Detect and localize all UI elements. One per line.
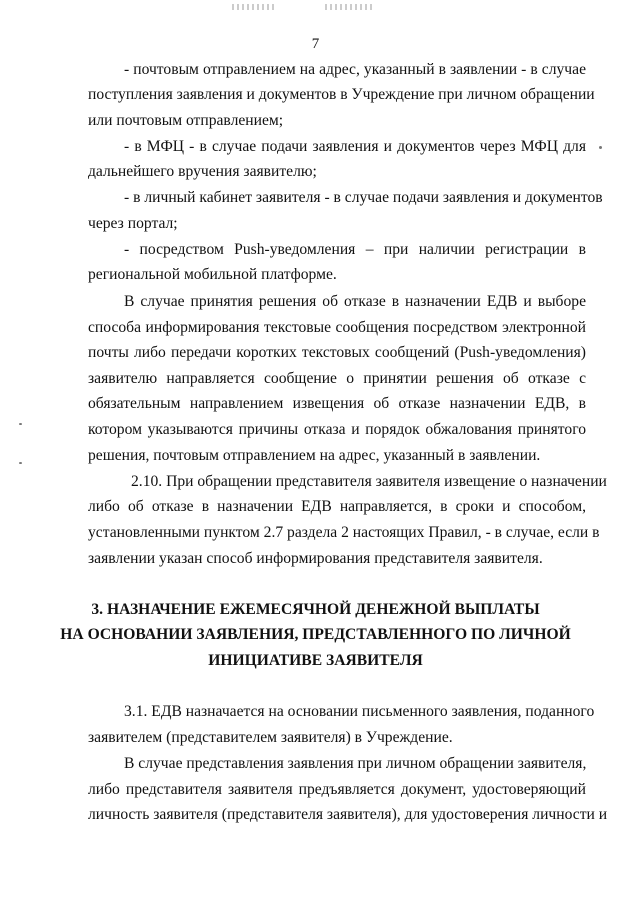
section-heading: ИНИЦИАТИВЕ ЗАЯВИТЕЛЯ — [208, 652, 423, 669]
text-line: заявителем (представителем заявителя) в Учреждение. — [88, 729, 453, 746]
text-line: заявителю направляется сообщение о принятии решения об отказе с — [88, 370, 586, 387]
text-line: обязательным направлением извещения об отказе назначении ЕДВ, в — [88, 395, 586, 412]
text-line: через портал; — [88, 215, 178, 232]
text-line: В случае представления заявления при личном обращении заявителя, — [124, 755, 587, 772]
text-line: котором указываются причины отказа и порядок обжалования принятого — [88, 421, 586, 438]
text-line: - почтовым отправлением на адрес, указанный в заявлении - в случае — [124, 61, 586, 78]
text-line: установленными пунктом 2.7 раздела 2 настоящих Правил, - в случае, если в — [88, 524, 600, 541]
text-line: региональной мобильной платформе. — [88, 266, 337, 283]
text-line: личность заявителя (представителя заявителя), для удостоверения личности и — [88, 806, 608, 823]
text-line: либо представителя заявителя предъявляется документ, удостоверяющий — [88, 781, 586, 798]
text-line: дальнейшего вручения заявителю; — [88, 163, 317, 180]
section-heading: НА ОСНОВАНИИ ЗАЯВЛЕНИЯ, ПРЕДСТАВЛЕННОГО ПО ЛИЧНОЙ — [60, 626, 571, 643]
text-line: либо об отказе в назначении ЕДВ направляется, в сроки и способом, — [88, 498, 586, 515]
section-heading: 3. НАЗНАЧЕНИЕ ЕЖЕМЕСЯЧНОЙ ДЕНЕЖНОЙ ВЫПЛАТЫ — [91, 601, 540, 618]
scan-speck — [19, 462, 22, 464]
text-line: - в личный кабинет заявителя - в случае подачи заявления и документов — [124, 189, 603, 206]
scan-artifact — [325, 4, 373, 10]
text-line: заявлении указан способ информирования представителя заявителя. — [88, 550, 543, 567]
text-line: - в МФЦ - в случае подачи заявления и документов через МФЦ для — [124, 138, 586, 155]
text-line: 3.1. ЕДВ назначается на основании письменного заявления, поданного — [124, 703, 595, 720]
text-line: В случае принятия решения об отказе в назначении ЕДВ и выборе — [124, 293, 586, 310]
text-line: - посредством Push-уведомления – при наличии регистрации в — [124, 241, 586, 258]
page-number: 7 — [311, 36, 320, 52]
scan-artifact — [232, 4, 276, 10]
scan-speck — [19, 423, 22, 425]
scan-speck — [599, 146, 602, 149]
text-line: 2.10. При обращении представителя заявителя извещение о назначении — [131, 473, 607, 490]
text-line: почты либо передачи коротких текстовых сообщений (Push-уведомления) — [88, 344, 586, 361]
text-line: поступления заявления и документов в Учреждение при личном обращении — [88, 86, 595, 103]
text-line: или почтовым отправлением; — [88, 112, 284, 129]
text-line: способа информирования текстовые сообщения посредством электронной — [88, 319, 586, 336]
text-line: решения, почтовым отправлением на адрес, указанный в заявлении. — [88, 447, 541, 464]
